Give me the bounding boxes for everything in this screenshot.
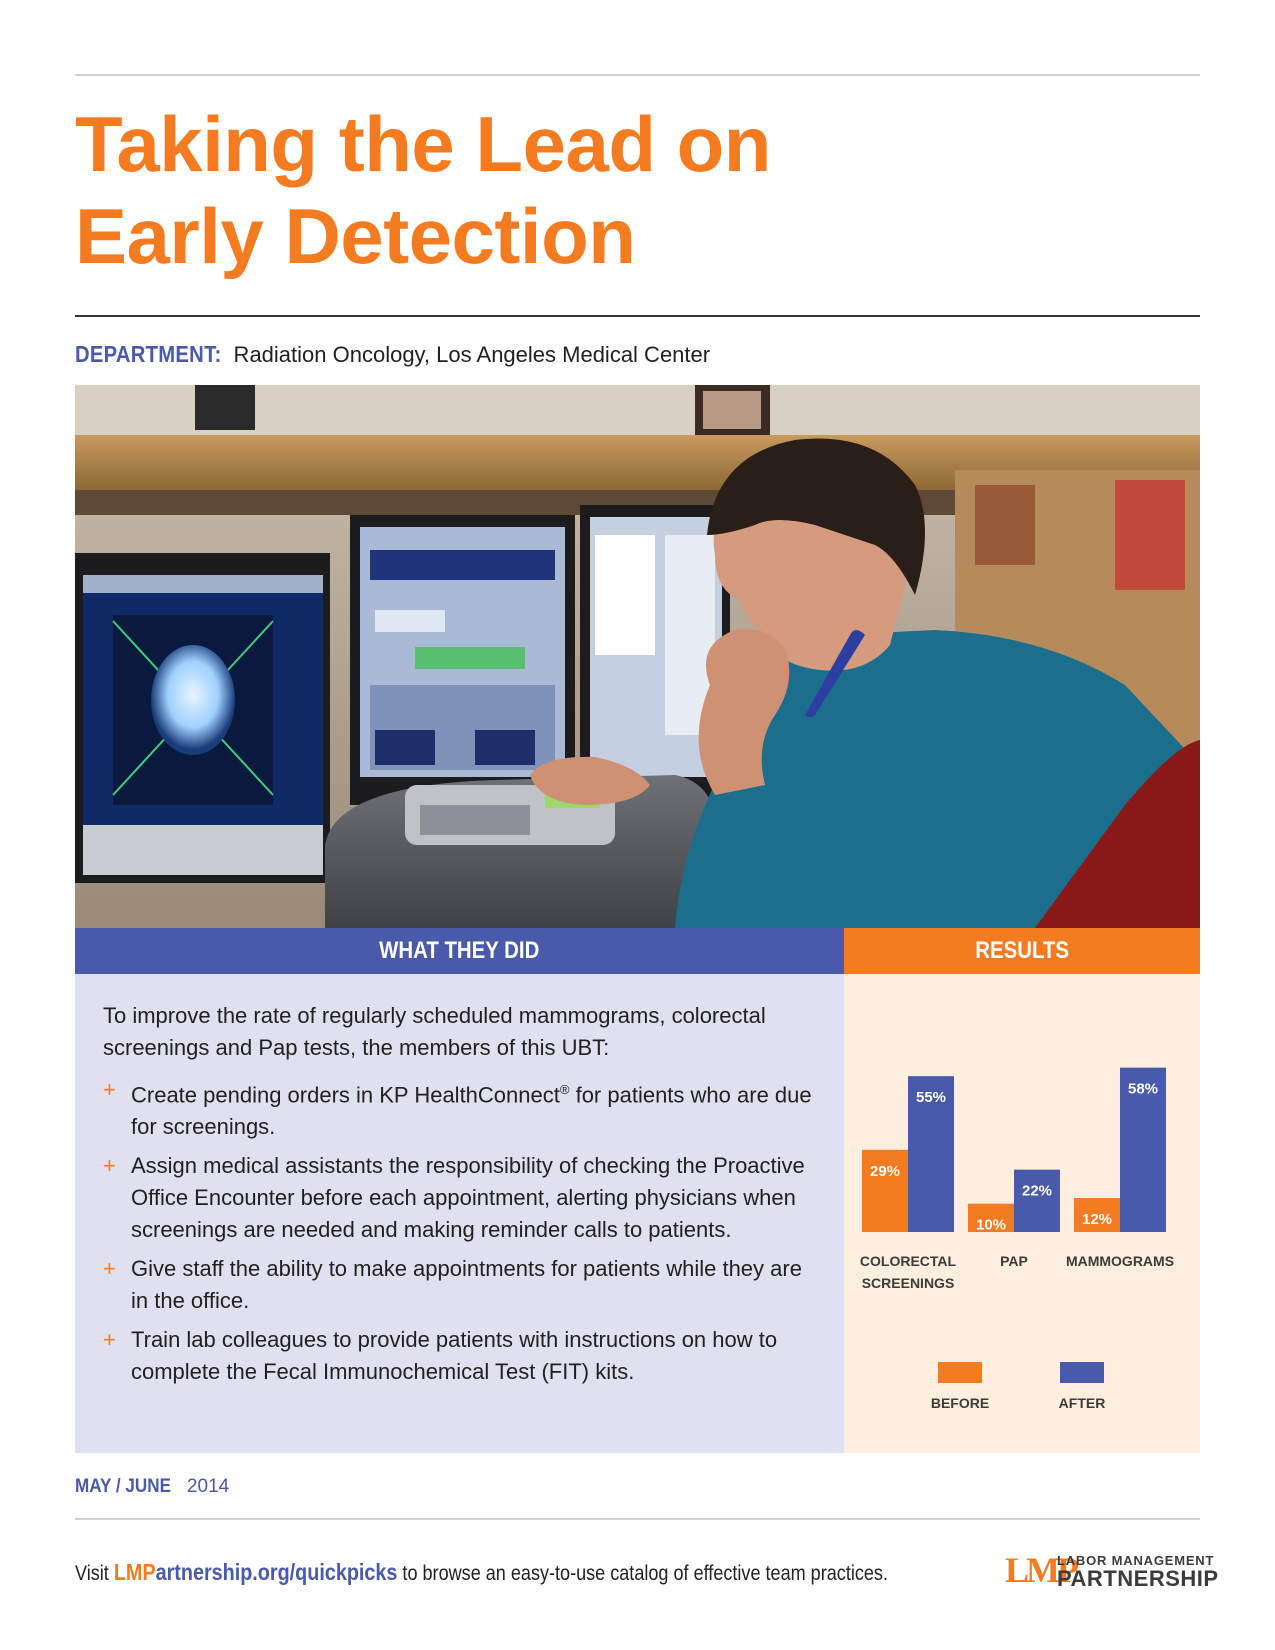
category-label: MAMMOGRAMS [1065,1253,1175,1269]
action-item-text: Give staff the ability to make appointments for patients while they are in the office. [131,1256,802,1314]
what-they-did-header [75,928,844,974]
action-item-text-cont: for patients who are due for screenings. [131,1082,812,1140]
plus-icon: + [103,1256,116,1282]
category-label: SCREENINGS [861,1275,955,1291]
bar-value-label: 10% [975,1216,1007,1234]
issue-date [75,1474,229,1500]
bar-value-label: 58% [1127,1080,1159,1098]
workstation-illustration [75,385,1200,928]
quickpicks-link[interactable] [114,1559,398,1585]
bar-value-label: 22% [1021,1182,1053,1200]
action-list [103,1074,823,1395]
title-line-1: Taking the Lead on [75,100,771,188]
footer-rule [75,1518,1200,1520]
plus-icon: + [103,1077,116,1102]
department-value: Radiation Oncology, Los Angeles Medical Center [227,342,711,367]
action-item [103,1074,823,1143]
footer-text [75,1558,1020,1588]
action-item [103,1150,823,1246]
title-rule [75,315,1200,317]
results-header [844,928,1200,974]
what-they-did-panel [75,974,844,1453]
results-panel [844,974,1200,1453]
registered-mark: ® [559,1082,570,1097]
action-item [103,1253,823,1317]
plus-icon: + [103,1327,116,1353]
lmp-logo-mark: LMP [1005,1550,1076,1590]
department-line [75,338,710,371]
lmp-logo-line-1: LABOR MANAGEMENT [1057,1553,1215,1568]
issue-months: MAY / JUNE [75,1476,171,1497]
plus-icon: + [103,1153,116,1179]
footer-pre: Visit [75,1562,114,1585]
bar-value-label: 12% [1081,1211,1113,1228]
action-item-text: Create pending orders in KP HealthConnect [131,1082,560,1108]
bar-value-label: 29% [869,1162,901,1180]
lmp-logo [1005,1550,1219,1600]
link-rest: artnership.org/quickpicks [155,1559,398,1585]
footer-post: to browse an easy-to-use catalog of effective team practices. [397,1562,888,1585]
hero-photo [75,385,1200,928]
legend-label-after: AFTER [1058,1395,1106,1411]
bar-value-label: 55% [915,1089,947,1107]
issue-year: 2014 [181,1476,230,1497]
action-item-text: Train lab colleagues to provide patients with instructions on how to complete the Fecal Immunochemical Test (FIT) kits. [131,1327,778,1385]
link-lm: LMP [113,1559,156,1585]
action-item [103,1324,823,1388]
category-label: PAP [1000,1253,1028,1269]
page-title [75,98,1200,282]
department-label: DEPARTMENT: [75,341,222,367]
title-line-2: Early Detection [75,192,636,280]
results-header-label: RESULTS [975,937,1069,964]
bar-after-1 [1014,1170,1060,1232]
action-item-text: Assign medical assistants the responsibility of checking the Proactive Office Encounter before each appointment, alerting physicians when screenings are needed and making reminder calls to patients. [131,1153,805,1243]
legend-label-before: BEFORE [930,1395,990,1411]
category-label: COLORECTAL [859,1253,957,1269]
legend-swatch-before [938,1362,982,1383]
legend-swatch-after [1060,1362,1104,1383]
lmp-logo-line-2: PARTNERSHIP [1057,1566,1219,1591]
top-rule [75,74,1200,76]
results-bar-chart [844,974,1200,1453]
what-they-did-intro: To improve the rate of regularly scheduled mammograms, colorectal screenings and Pap tests, the members of this UBT: [103,1003,766,1060]
what-they-did-header-label: WHAT THEY DID [379,937,540,964]
